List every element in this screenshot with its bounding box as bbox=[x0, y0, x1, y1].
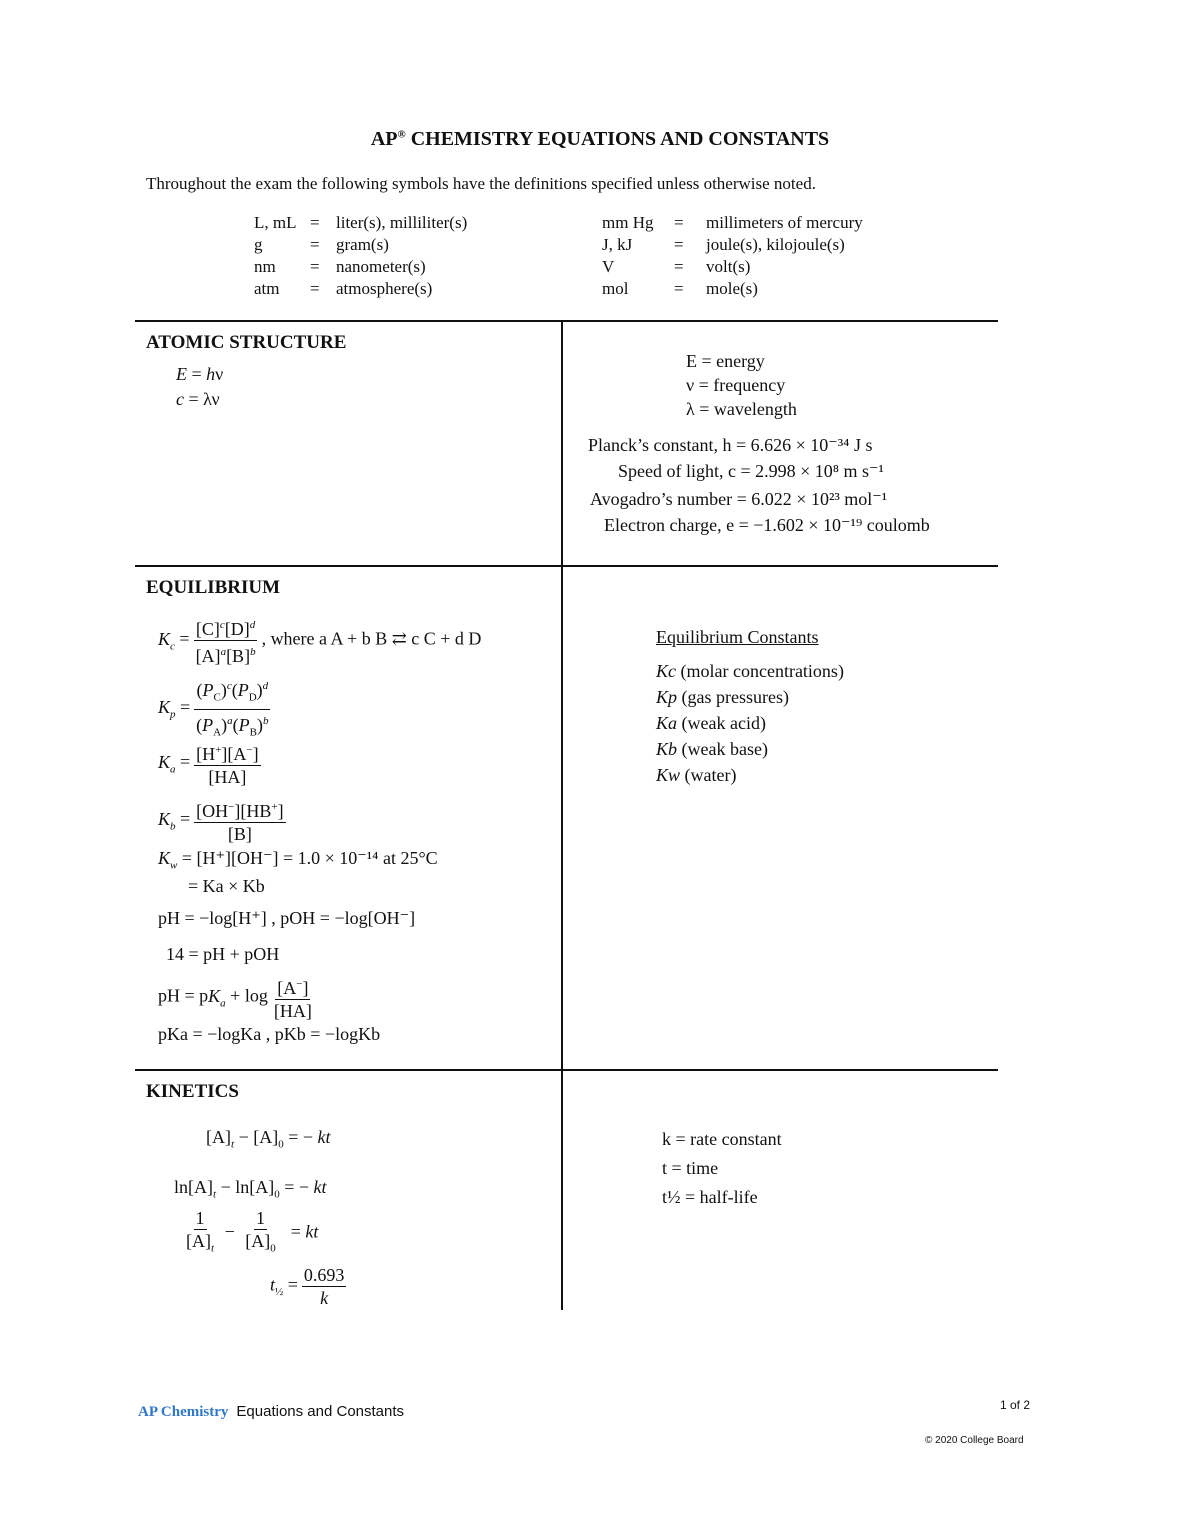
divider bbox=[135, 565, 998, 567]
section-heading-kinetics: KINETICS bbox=[146, 1081, 239, 1102]
constant-item: Kb (weak base) bbox=[656, 739, 768, 759]
copyright: © 2020 College Board bbox=[925, 1435, 1024, 1446]
equation-wave: c = λν bbox=[176, 389, 220, 409]
definition: λ = wavelength bbox=[686, 399, 797, 419]
kinetics-definitions bbox=[662, 1125, 782, 1212]
equation-kw-2: = Ka × Kb bbox=[188, 876, 265, 896]
column-divider bbox=[561, 320, 563, 1310]
equilibrium-constants-list bbox=[656, 658, 844, 788]
equation-ph-sum: 14 = pH + pOH bbox=[166, 944, 280, 964]
equation-second-order: $\frac{1}{[A]_t}$ − $\frac{1}{[A]_0}$ = kt bbox=[186, 1208, 319, 1255]
constant-electron-charge: Electron charge, e = −1.602 × 10⁻¹⁹ coulomb bbox=[604, 515, 930, 535]
divider bbox=[135, 1069, 998, 1071]
symbols-left bbox=[254, 212, 467, 300]
equation-pka: pKa = −logKa , pKb = −logKb bbox=[158, 1024, 381, 1044]
equation-kc: $K_c$ = $\frac{[C]^c[D]^d}{[A]^a[B]^b}$ , where a A + b B ⇄ c C + d D bbox=[158, 614, 481, 667]
symbol-row: atm = atmosphere(s) bbox=[254, 279, 433, 298]
equation-zero-order: $[A]_t - [A]_0$ = − kt bbox=[206, 1127, 331, 1151]
symbol-row: g = gram(s) bbox=[254, 235, 389, 254]
footer-title: Equations and Constants bbox=[236, 1403, 405, 1420]
equilibrium-constants-title: Equilibrium Constants bbox=[656, 627, 819, 647]
footer-brand: AP Chemistry bbox=[138, 1404, 229, 1420]
section-heading-atomic: ATOMIC STRUCTURE bbox=[146, 332, 347, 353]
intro-text: Throughout the exam the following symbols have the definitions specified unless otherwise noted. bbox=[146, 174, 816, 193]
equation-half-life: $t_{\frac{1}{2}}$ = $\frac{0.693}{k}$ bbox=[270, 1265, 345, 1308]
equation-henderson: pH = $pK_a + \log$ $\frac{[A^-]}{[HA]}$ bbox=[158, 973, 318, 1022]
constant-item: Kc (molar concentrations) bbox=[656, 661, 844, 681]
definition: k = rate constant bbox=[662, 1129, 782, 1149]
symbol-row: mol = mole(s) bbox=[602, 279, 758, 298]
section-heading-equilibrium: EQUILIBRIUM bbox=[146, 577, 281, 598]
page-title: AP® CHEMISTRY EQUATIONS AND CONSTANTS bbox=[370, 128, 830, 150]
equation-kp: $K_p$ = $\frac{(P_C)^c(P_D)^d}{(P_A)^a(P_B)^b}$ bbox=[158, 675, 274, 743]
equation-kb: $K_b$ = $\frac{[OH^-][HB^+]}{[B]}$ bbox=[158, 796, 290, 845]
footer-label bbox=[138, 1403, 404, 1421]
equation-kw: $K_w = [H^+][OH^-] = 1.0 \times 10^{-14}$ at 25°C bbox=[158, 848, 438, 872]
constant-item: Kp (gas pressures) bbox=[656, 687, 789, 707]
equation-planck: E = hν bbox=[176, 364, 224, 384]
symbol-row: mm Hg = millimeters of mercury bbox=[602, 213, 863, 232]
equation-ka: $K_a$ = $\frac{[H^+][A^-]}{[HA]}$ bbox=[158, 739, 265, 788]
constant-item: Kw (water) bbox=[656, 765, 737, 785]
equation-ph: pH = −log[H⁺] , pOH = −log[OH⁻] bbox=[158, 908, 416, 928]
symbols-right bbox=[602, 212, 863, 300]
symbol-row: nm = nanometer(s) bbox=[254, 257, 426, 276]
constant-planck: Planck’s constant, h = 6.626 × 10⁻³⁴ J s bbox=[588, 435, 873, 455]
symbol-row: J, kJ = joule(s), kilojoule(s) bbox=[602, 235, 845, 254]
constant-speed-of-light: Speed of light, c = 2.998 × 10⁸ m s⁻¹ bbox=[618, 461, 884, 481]
constant-item: Ka (weak acid) bbox=[656, 713, 766, 733]
definition: t = time bbox=[662, 1158, 719, 1178]
divider bbox=[135, 320, 998, 322]
page-number: 1 of 2 bbox=[1000, 1398, 1031, 1412]
symbol-row: L, mL = liter(s), milliliter(s) bbox=[254, 213, 468, 232]
definition: t½ = half-life bbox=[662, 1187, 758, 1207]
definition: E = energy bbox=[686, 351, 765, 371]
definition: ν = frequency bbox=[686, 375, 786, 395]
constant-avogadro: Avogadro’s number = 6.022 × 10²³ mol⁻¹ bbox=[590, 489, 888, 509]
symbol-row: V = volt(s) bbox=[602, 257, 751, 276]
atomic-definitions bbox=[686, 349, 797, 421]
equation-first-order: $\ln[A]_t - \ln[A]_0$ = − kt bbox=[174, 1177, 327, 1201]
